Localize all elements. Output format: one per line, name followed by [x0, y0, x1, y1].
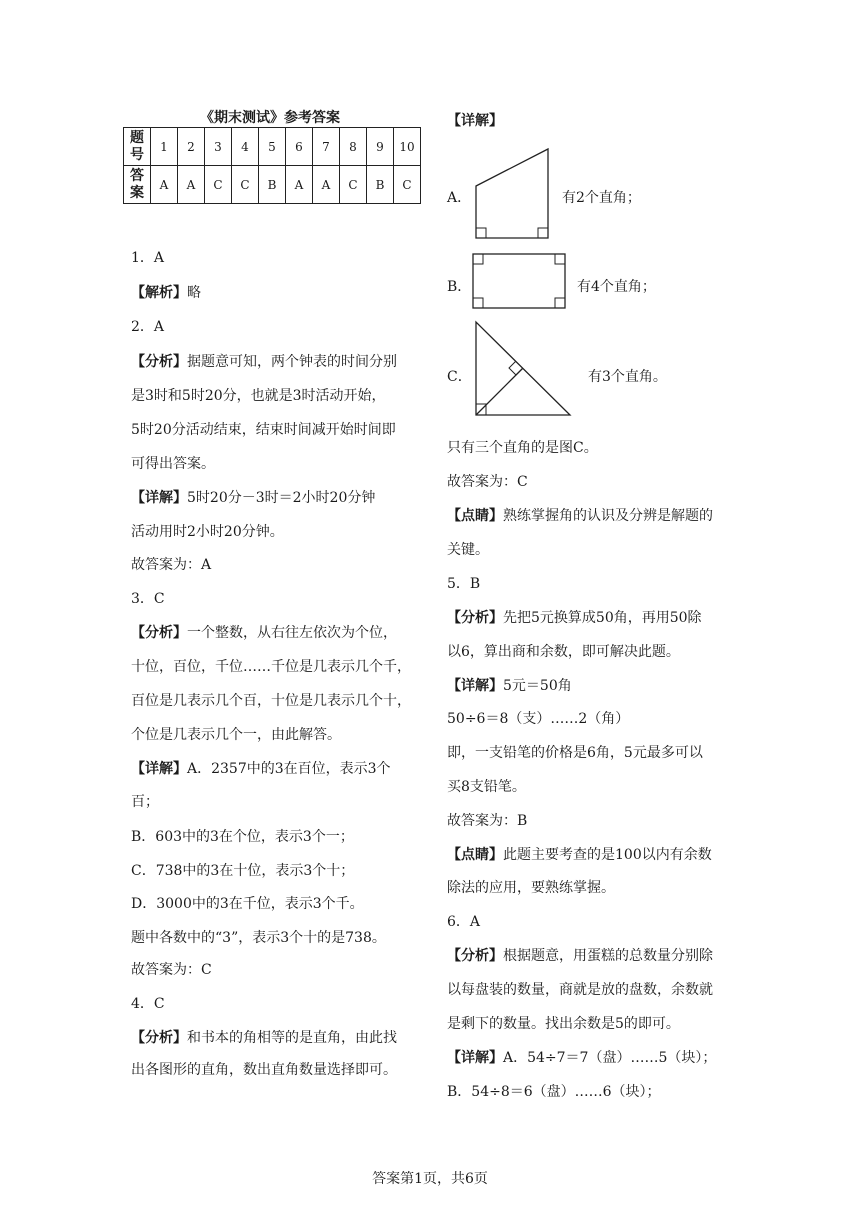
answer-table	[123, 127, 421, 204]
answer-line: 5时20分活动结束，结束时间减开始时间即	[131, 422, 396, 438]
answer-line	[447, 111, 503, 131]
figure-a-label: A．	[447, 190, 472, 206]
figure-c-label: C．	[447, 369, 472, 385]
answer-line: 即，一支铅笔的价格是6角，5元最多可以	[447, 745, 703, 761]
table-header-number: 题 号	[124, 128, 151, 166]
section-marker: 【详解】	[447, 113, 503, 129]
answer-line: B．54÷8＝6（盘）……6（块）；	[447, 1084, 661, 1100]
answer-line: 【分析】根据题意，用蛋糕的总数量分别除	[447, 948, 713, 964]
page-title: 《期末测试》参考答案	[200, 110, 340, 126]
section-marker: 【分析】	[131, 1030, 187, 1046]
table-cell: C	[232, 166, 259, 204]
table-cell: 8	[340, 128, 367, 166]
figure-a-text: 有2个直角；	[562, 190, 641, 206]
section-marker: 【详解】	[447, 678, 503, 694]
answer-line: 个位是几表示几个一，由此解答。	[131, 727, 341, 743]
section-marker: 【详解】	[131, 490, 187, 506]
answer-line: 【详解】A．2357中的3在百位，表示3个	[131, 761, 391, 777]
table-cell: C	[394, 166, 421, 204]
answer-line: 关键。	[447, 542, 489, 558]
answer-line: 【详解】A．54÷7＝7（盘）……5（块）；	[447, 1050, 717, 1066]
table-cell: C	[205, 166, 232, 204]
answer-line: 百；	[131, 794, 159, 810]
table-cell: C	[340, 166, 367, 204]
answer-line: 2．A	[131, 319, 165, 335]
figure-c-text: 有3个直角。	[588, 369, 667, 385]
figure-c-triangle	[472, 320, 574, 418]
answer-line: 只有三个直角的是图C。	[447, 440, 598, 456]
answer-line: 活动用时2小时20分钟。	[131, 524, 284, 540]
table-cell: B	[259, 166, 286, 204]
answer-line: 题中各数中的“3”，表示3个十的是738。	[131, 930, 386, 946]
page-footer: 答案第1页，共6页	[372, 1171, 488, 1187]
answer-line: 【详解】5元＝50角	[447, 678, 572, 694]
answer-line: 6．A	[447, 914, 481, 930]
answer-line: 故答案为：A	[131, 557, 212, 573]
table-cell: 2	[178, 128, 205, 166]
section-marker: 【详解】	[447, 1050, 503, 1066]
figure-b-label: B．	[447, 279, 472, 295]
answer-line: 以每盘装的数量，商就是放的盘数，余数就	[447, 982, 713, 998]
answer-line: 【详解】5时20分－3时＝2小时20分钟	[131, 490, 376, 506]
table-cell: A	[151, 166, 178, 204]
table-cell: 5	[259, 128, 286, 166]
answer-line: 百位是几表示几个百，十位是几表示几个十，	[131, 693, 411, 709]
answer-line: 以6，算出商和余数，即可解决此题。	[447, 644, 680, 660]
table-header-answer: 答 案	[124, 166, 151, 204]
figure-a-trapezoid	[468, 146, 558, 242]
table-row-answers	[124, 166, 421, 204]
section-marker: 【点睛】	[447, 508, 503, 524]
table-cell: 10	[394, 128, 421, 166]
table-cell: A	[286, 166, 313, 204]
answer-line: 可得出答案。	[131, 456, 215, 472]
answer-line: 【分析】据题意可知，两个钟表的时间分别	[131, 354, 397, 370]
answer-line: 【分析】一个整数，从右往左依次为个位，	[131, 625, 397, 641]
answer-line: 【点睛】此题主要考查的是100以内有余数	[447, 847, 712, 863]
section-marker: 【分析】	[447, 610, 503, 626]
answer-line: 【分析】先把5元换算成50角，再用50除	[447, 610, 702, 626]
answer-line: 出各图形的直角，数出直角数量选择即可。	[131, 1062, 397, 1078]
answer-line: 是剩下的数量。找出余数是5的即可。	[447, 1016, 680, 1032]
table-cell: A	[178, 166, 205, 204]
table-cell: 1	[151, 128, 178, 166]
section-marker: 【点睛】	[447, 847, 503, 863]
table-cell: 4	[232, 128, 259, 166]
answer-line: 【解析】略	[131, 285, 201, 301]
figure-b-rectangle	[471, 252, 569, 312]
table-cell: 7	[313, 128, 340, 166]
table-cell: 6	[286, 128, 313, 166]
answer-line: 50÷6＝8（支）……2（角）	[447, 711, 630, 727]
section-marker: 【解析】	[131, 285, 187, 301]
section-marker: 【详解】	[131, 761, 187, 777]
answer-line: 【分析】和书本的角相等的是直角，由此找	[131, 1030, 397, 1046]
answer-line: 1．A	[131, 250, 165, 266]
answer-line: B．603中的3在个位，表示3个一；	[131, 829, 354, 845]
answer-line: 4．C	[131, 996, 165, 1012]
table-row-numbers	[124, 128, 421, 166]
answer-line: 3．C	[131, 591, 165, 607]
answer-line: C．738中的3在十位，表示3个十；	[131, 863, 355, 879]
answer-line: 除法的应用，要熟练掌握。	[447, 880, 615, 896]
table-cell: 9	[367, 128, 394, 166]
table-cell: B	[367, 166, 394, 204]
answer-line: D．3000中的3在千位，表示3个千。	[131, 896, 364, 912]
answer-line: 故答案为：C	[447, 474, 528, 490]
section-marker: 【分析】	[131, 354, 187, 370]
answer-line: 故答案为：C	[131, 962, 212, 978]
answer-line: 故答案为：B	[447, 813, 528, 829]
answer-line: 十位，百位，千位……千位是几表示几个千，	[131, 659, 411, 675]
answer-line: 是3时和5时20分，也就是3时活动开始，	[131, 388, 386, 404]
figure-b-text: 有4个直角；	[577, 279, 656, 295]
table-cell: 3	[205, 128, 232, 166]
answer-line: 买8支铅笔。	[447, 779, 526, 795]
answer-line: 【点睛】熟练掌握角的认识及分辨是解题的	[447, 508, 713, 524]
answer-line: 5．B	[447, 576, 481, 592]
table-cell: A	[313, 166, 340, 204]
section-marker: 【分析】	[447, 948, 503, 964]
section-marker: 【分析】	[131, 625, 187, 641]
